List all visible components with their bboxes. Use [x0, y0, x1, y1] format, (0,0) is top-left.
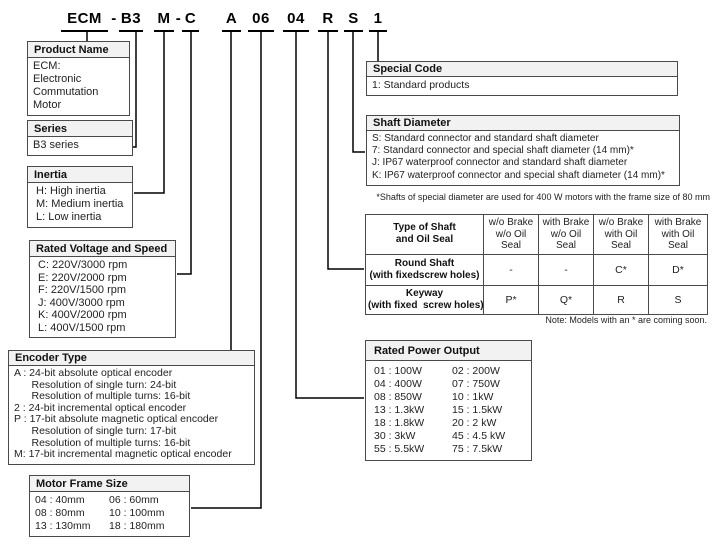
frame-size-item: 08 : 80mm	[35, 507, 85, 519]
code-segment-series: B3	[119, 9, 143, 32]
encoder-type-body	[9, 366, 254, 464]
power-item: 08 : 850W	[374, 391, 422, 403]
table-cell: R	[594, 285, 649, 314]
motor-frame-size-box	[29, 475, 190, 537]
rated-voltage-line: J: 400V/3000 rpm	[38, 296, 125, 309]
power-item: 01 : 100W	[374, 365, 422, 377]
special-code-title: Special Code	[367, 62, 677, 77]
power-item: 07 : 750W	[452, 378, 500, 390]
encoder-type-line: Resolution of single turn: 17-bit	[14, 424, 177, 437]
wire-series	[133, 31, 136, 147]
series-title: Series	[28, 121, 132, 137]
encoder-type-line: Resolution of multiple turns: 16-bit	[14, 436, 191, 449]
rated-power-output-body	[366, 361, 531, 460]
encoder-type-title: Encoder Type	[9, 351, 254, 366]
table-row-keyway	[366, 285, 708, 314]
shaft-diameter-body	[367, 131, 679, 185]
frame-size-item: 18 : 180mm	[109, 520, 165, 532]
shaft-diameter-line: S: Standard connector and standard shaft diameter	[372, 133, 599, 144]
series-box	[27, 120, 133, 156]
power-item: 10 : 1kW	[452, 391, 494, 403]
rated-voltage-body	[30, 257, 175, 337]
inertia-body	[28, 183, 132, 227]
frame-size-item: 10 : 100mm	[109, 507, 165, 519]
rated-power-output-box	[365, 340, 532, 461]
power-item: 30 : 3kW	[374, 430, 416, 442]
table-cell: S	[649, 285, 708, 314]
frame-size-item: 06 : 60mm	[109, 494, 159, 506]
table-cell: Q*	[539, 285, 594, 314]
special-code-line: 1: Standard products	[372, 79, 470, 91]
table-cell: C*	[594, 254, 649, 285]
special-code-box	[366, 61, 678, 96]
rated-voltage-line: C: 220V/3000 rpm	[38, 259, 128, 271]
inertia-title: Inertia	[28, 167, 132, 183]
product-name-body	[28, 58, 129, 115]
table-corner-cell: Type of Shaft and Oil Seal	[366, 215, 484, 255]
code-segment-inertia: M	[154, 9, 174, 32]
code-segment-voltage: C	[182, 9, 199, 32]
power-item: 13 : 1.3kW	[374, 404, 425, 416]
code-segment-special: 1	[369, 9, 387, 32]
table-cell: D*	[649, 254, 708, 285]
wire-rated-voltage	[177, 31, 191, 274]
code-segment-frame-size: 06	[248, 9, 274, 32]
product-name-line: ECM:	[33, 60, 61, 72]
shaft-diameter-title: Shaft Diameter	[367, 116, 679, 131]
encoder-type-line: Resolution of multiple turns: 16-bit	[14, 390, 191, 403]
encoder-type-box	[8, 350, 255, 465]
rated-voltage-line: K: 400V/2000 rpm	[38, 309, 127, 321]
special-code-body	[367, 77, 677, 95]
code-separator: -	[111, 10, 117, 27]
motor-frame-size-title: Motor Frame Size	[30, 476, 189, 492]
code-segment-encoder: A	[222, 9, 241, 32]
power-item: 15 : 1.5kW	[452, 404, 503, 416]
shaft-diameter-box	[366, 115, 680, 186]
wire-inertia	[134, 31, 164, 193]
rated-voltage-line: F: 220V/1500 rpm	[38, 284, 127, 296]
product-name-line: Electronic	[33, 73, 82, 85]
product-name-box	[27, 41, 130, 116]
product-name-line: Motor	[33, 99, 62, 111]
code-segment-shaft-type: R	[318, 9, 338, 32]
encoder-type-line: Resolution of single turn: 24-bit	[14, 378, 177, 391]
code-separator: -	[175, 10, 182, 27]
table-header-row	[366, 215, 708, 255]
shaft-diameter-line: 7: Standard connector and special shaft diameter (14 mm)*	[372, 145, 634, 157]
inertia-box	[27, 166, 133, 228]
encoder-type-line: M: 17-bit incremental magnetic optical encoder	[14, 448, 232, 461]
frame-size-item: 13 : 130mm	[35, 520, 91, 532]
rated-power-output-title: Rated Power Output	[366, 341, 531, 361]
inertia-line: M: Medium inertia	[36, 198, 124, 210]
table-col-header: w/o Brake w/o Oil Seal	[484, 215, 539, 255]
wire-shaft-table	[328, 31, 364, 269]
encoder-type-line: A : 24-bit absolute optical encoder	[14, 367, 173, 379]
shaft-oil-seal-table	[365, 214, 708, 315]
series-line: B3 series	[33, 139, 79, 151]
power-item: 20 : 2 kW	[452, 417, 497, 429]
rated-voltage-title: Rated Voltage and Speed	[30, 241, 175, 257]
inertia-line: H: High inertia	[36, 185, 106, 197]
table-col-header: w/o Brake with Oil Seal	[594, 215, 649, 255]
wire-rated-power	[296, 31, 364, 398]
power-item: 45 : 4.5 kW	[452, 430, 506, 442]
power-item: 18 : 1.8kW	[374, 417, 425, 429]
power-item: 75 : 7.5kW	[452, 443, 503, 455]
product-name-line: Commutation	[33, 86, 99, 98]
frame-size-item: 04 : 40mm	[35, 494, 85, 506]
inertia-line: L: Low inertia	[36, 211, 102, 223]
rated-voltage-line: L: 400V/1500 rpm	[38, 321, 126, 334]
series-body	[28, 137, 132, 155]
table-row-round-shaft	[366, 254, 708, 285]
power-item: 55 : 5.5kW	[374, 443, 425, 455]
code-segment-shaft-dia: S	[344, 9, 363, 32]
table-col-header: with Brake w/o Oil Seal	[539, 215, 594, 255]
motor-frame-size-body	[30, 492, 189, 536]
table-row-label: Keyway (with fixed screw holes)	[366, 285, 484, 314]
wire-shaft-diameter	[353, 31, 365, 152]
rated-voltage-line: E: 220V/2000 rpm	[38, 271, 127, 284]
encoder-type-line: 2 : 24-bit incremental optical encoder	[14, 401, 187, 414]
table-note: Note: Models with an * are coming soon.	[545, 315, 707, 325]
shaft-diameter-line: J: IP67 waterproof connector and standard shaft diameter	[372, 157, 628, 169]
table-col-header: with Brake with Oil Seal	[649, 215, 708, 255]
table-cell: P*	[484, 285, 539, 314]
encoder-type-line: P : 17-bit absolute magnetic optical encoder	[14, 413, 219, 426]
product-name-title: Product Name	[28, 42, 129, 58]
rated-voltage-box	[29, 240, 176, 338]
code-segment-product-name: ECM	[61, 9, 108, 32]
table-cell: -	[484, 254, 539, 285]
shaft-diameter-line: K: IP67 waterproof connector and special shaft diameter (14 mm)*	[372, 169, 665, 181]
power-item: 04 : 400W	[374, 378, 422, 390]
table-row-label: Round Shaft (with fixedscrew holes)	[366, 254, 484, 285]
power-item: 02 : 200W	[452, 365, 500, 377]
table-cell: -	[539, 254, 594, 285]
code-segment-power: 04	[283, 9, 309, 32]
shaft-diameter-footnote: *Shafts of special diameter are used for 400 W motors with the frame size of 80 mm	[376, 192, 710, 202]
